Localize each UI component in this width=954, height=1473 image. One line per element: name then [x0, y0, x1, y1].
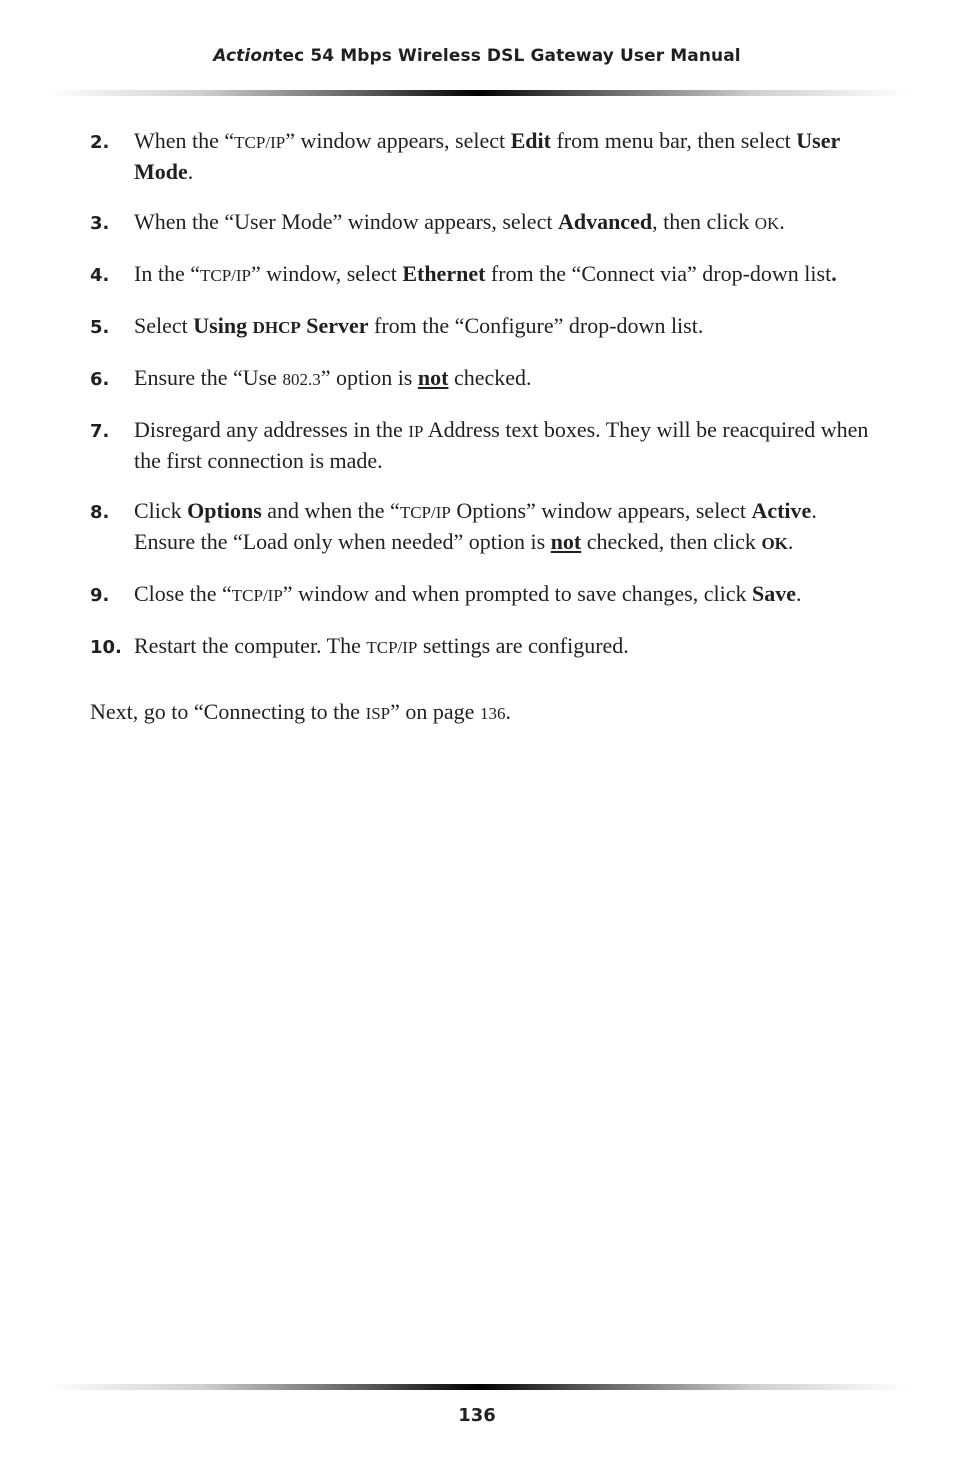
text-run: checked, then click: [581, 529, 762, 554]
text-run: TCP/IP: [366, 638, 418, 657]
text-run: TCP/IP: [234, 133, 286, 152]
text-run: not: [417, 365, 449, 390]
step-number: 6.: [90, 369, 110, 390]
text-run: from the “Connect via” drop-down list: [485, 261, 832, 286]
text-run: Advanced: [557, 209, 653, 234]
text-run: Active: [751, 498, 812, 523]
instruction-steps: [90, 126, 870, 683]
text-run: Using: [193, 313, 253, 338]
text-run: and when the “: [261, 498, 400, 523]
text-run: .: [787, 529, 794, 554]
text-run: Click: [134, 498, 188, 523]
text-run: . Ensure the “Load only when needed” option is: [134, 498, 817, 554]
text-run: Address text boxes. They will be reacquired when the first connection is made.: [134, 417, 869, 473]
text-run: Ensure the “Use: [134, 365, 283, 390]
running-header: [0, 46, 954, 66]
text-run: ISP: [365, 704, 391, 723]
text-run: Restart the computer. The: [134, 633, 367, 658]
text-run: TCP/IP: [231, 586, 283, 605]
text-run: ” window, select: [251, 261, 403, 286]
step-text: [134, 633, 629, 658]
text-run: Ethernet: [402, 261, 486, 286]
header-rule: [46, 90, 910, 96]
text-run: Disregard any addresses in the: [134, 417, 409, 442]
step-item: [90, 631, 870, 662]
text-run: When the “User Mode” window appears, select: [134, 209, 558, 234]
step-item: [90, 126, 870, 186]
text-run: Close the “: [134, 581, 232, 606]
step-item: [90, 579, 870, 610]
step-text: [134, 261, 837, 286]
text-run: OK: [761, 534, 788, 553]
text-run: from menu bar, then select: [550, 128, 797, 153]
text-run: Save: [752, 581, 796, 606]
step-text: [134, 498, 817, 554]
step-item: [90, 496, 870, 558]
next-instruction: [90, 697, 511, 728]
step-number: 2.: [90, 132, 110, 153]
text-run: ” window appears, select: [285, 128, 511, 153]
text-run: User Mode: [134, 128, 840, 184]
step-text: [134, 209, 785, 234]
text-run: .: [505, 699, 511, 724]
step-item: [90, 415, 870, 475]
text-run: .: [796, 581, 802, 606]
step-text: [134, 365, 532, 390]
text-run: 802.3: [282, 370, 321, 389]
footer-rule: [46, 1384, 910, 1390]
text-run: settings are configured.: [417, 633, 629, 658]
step-item: [90, 259, 870, 290]
page-number: 136: [458, 1405, 496, 1426]
text-run: DHCP: [252, 318, 301, 337]
text-run: .: [779, 209, 785, 234]
step-number: 9.: [90, 585, 110, 606]
text-run: Options: [187, 498, 262, 523]
step-item: [90, 363, 870, 394]
step-number: 5.: [90, 317, 110, 338]
text-run: , then click: [652, 209, 755, 234]
text-run: Server: [300, 313, 369, 338]
step-text: [134, 581, 802, 606]
text-run: ” option is: [320, 365, 418, 390]
text-run: .: [187, 159, 194, 184]
text-run: Select: [134, 313, 194, 338]
text-run: ” window and when prompted to save changes, click: [282, 581, 752, 606]
text-run: TCP/IP: [399, 503, 451, 522]
text-run: 136: [479, 704, 506, 723]
step-number: 7.: [90, 421, 110, 442]
text-run: When the “: [134, 128, 235, 153]
text-run: IP: [408, 422, 424, 441]
step-item: [90, 207, 870, 238]
step-item: [90, 311, 870, 342]
text-run: from the “Configure” drop-down list.: [368, 313, 704, 338]
text-run: .: [831, 261, 837, 286]
header-brand: Action: [213, 46, 275, 66]
step-text: [134, 417, 868, 473]
step-text: [134, 128, 840, 184]
text-run: In the “: [134, 261, 200, 286]
text-run: Next, go to “Connecting to the: [90, 699, 366, 724]
step-number: 8.: [90, 502, 110, 523]
text-run: checked.: [448, 365, 532, 390]
text-run: TCP/IP: [199, 266, 251, 285]
text-run: Options” window appears, select: [450, 498, 752, 523]
text-run: ” on page: [390, 699, 480, 724]
text-run: Edit: [510, 128, 551, 153]
step-number: 3.: [90, 213, 110, 234]
step-text: [134, 313, 703, 338]
text-run: not: [550, 529, 582, 554]
text-run: OK: [754, 214, 780, 233]
header-title-text: tec 54 Mbps Wireless DSL Gateway User Manual: [274, 46, 741, 66]
step-number: 4.: [90, 265, 110, 286]
step-number: 10.: [90, 637, 122, 658]
